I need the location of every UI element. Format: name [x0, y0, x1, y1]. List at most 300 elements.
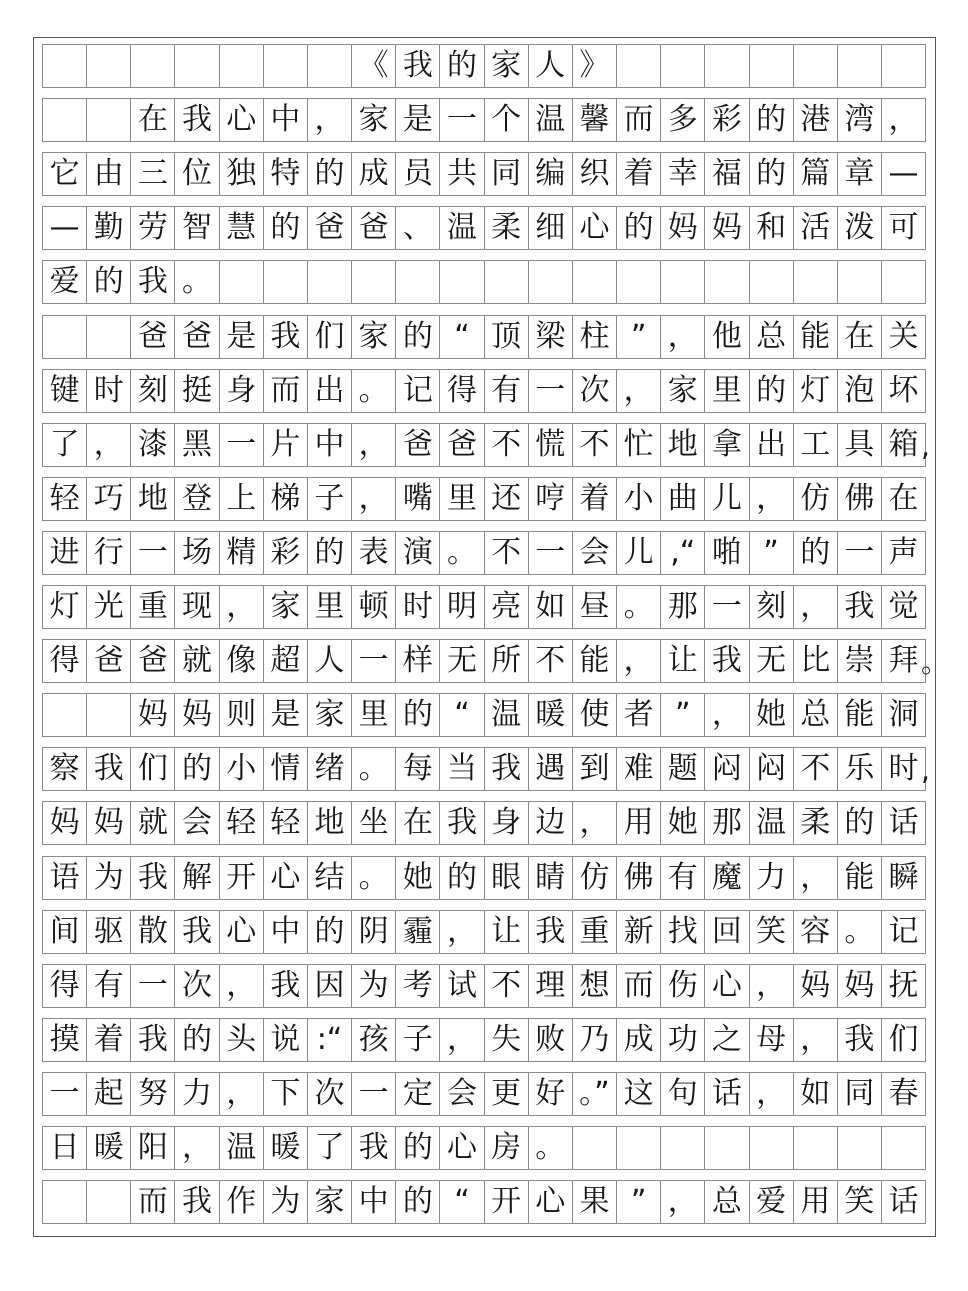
- grid-cell: [750, 1127, 794, 1169]
- grid-cell: 则: [220, 694, 264, 736]
- grid-cell: 刻: [131, 370, 175, 412]
- grid-cell: [705, 1127, 749, 1169]
- grid-cell: 演: [396, 532, 440, 574]
- grid-cell: ，: [794, 1019, 838, 1061]
- grid-cell: 所: [485, 640, 529, 682]
- grid-cell: 我: [440, 802, 484, 844]
- grid-cell: 键: [43, 370, 87, 412]
- grid-cell: 爸: [352, 207, 396, 249]
- grid-cell: 爱: [750, 1181, 794, 1223]
- grid-cell: 次: [573, 370, 617, 412]
- grid-cell: 。: [617, 586, 661, 628]
- grid-cell: [43, 99, 87, 141]
- grid-cell: 。: [352, 857, 396, 899]
- grid-cell: 结: [308, 857, 352, 899]
- grid-cell: 轻: [220, 802, 264, 844]
- grid-cell: 心: [705, 965, 749, 1007]
- grid-cell: 好: [529, 1073, 573, 1115]
- grid-cell: 用: [794, 1181, 838, 1223]
- grid-cell: 出: [750, 424, 794, 466]
- grid-cell: 我: [705, 640, 749, 682]
- grid-cell: 边: [529, 802, 573, 844]
- grid-cell: 细: [529, 207, 573, 249]
- grid-cell: 一: [838, 532, 882, 574]
- grid-cell: [87, 99, 131, 141]
- grid-cell: 妈: [661, 207, 705, 249]
- grid-cell: 日: [43, 1127, 87, 1169]
- grid-cell: 功: [661, 1019, 705, 1061]
- grid-cell: 。: [352, 370, 396, 412]
- grid-cell: 遇: [529, 748, 573, 790]
- grid-cell: 地: [661, 424, 705, 466]
- grid-cell: 勤: [87, 207, 131, 249]
- grid-cell: 瞬: [882, 857, 926, 899]
- grid-cell: 魔: [705, 857, 749, 899]
- grid-cell: 能: [838, 694, 882, 736]
- grid-cell: 巧: [87, 478, 131, 520]
- grid-cell: 得: [43, 640, 87, 682]
- text-row: [42, 747, 926, 791]
- grid-cell: 黑: [175, 424, 219, 466]
- grid-cell: 重: [573, 911, 617, 953]
- grid-cell: 家: [352, 316, 396, 358]
- grid-cell: 力: [175, 1073, 219, 1115]
- grid-cell: ，: [440, 1019, 484, 1061]
- grid-cell: 爸: [440, 424, 484, 466]
- grid-cell: 我: [396, 45, 440, 87]
- grid-cell: 的: [396, 694, 440, 736]
- grid-cell: ”: [750, 532, 794, 574]
- grid-cell: [838, 261, 882, 303]
- grid-cell: [87, 45, 131, 87]
- grid-cell: ，: [750, 478, 794, 520]
- text-row: [42, 369, 926, 413]
- grid-cell: 下: [264, 1073, 308, 1115]
- grid-cell: ，: [750, 965, 794, 1007]
- title-row: [42, 44, 926, 88]
- grid-cell: 编: [529, 153, 573, 195]
- grid-cell: 的: [750, 99, 794, 141]
- grid-cell: 就: [175, 640, 219, 682]
- grid-cell: 一: [529, 532, 573, 574]
- grid-cell: 母: [750, 1019, 794, 1061]
- grid-cell: 妈: [87, 802, 131, 844]
- grid-cell: 那: [661, 586, 705, 628]
- text-row: [42, 1126, 926, 1170]
- grid-cell: 家: [308, 694, 352, 736]
- grid-cell: 不: [573, 424, 617, 466]
- grid-cell: ”: [661, 694, 705, 736]
- grid-cell: 。: [352, 748, 396, 790]
- grid-cell: 让: [485, 911, 529, 953]
- grid-cell: 乐: [838, 748, 882, 790]
- grid-cell: 彩: [705, 99, 749, 141]
- grid-cell: [87, 694, 131, 736]
- text-row: [42, 152, 926, 196]
- grid-cell: 开: [485, 1181, 529, 1223]
- grid-cell: 在: [131, 99, 175, 141]
- grid-cell: 漆: [131, 424, 175, 466]
- grid-cell: 着: [573, 478, 617, 520]
- grid-cell: 片: [264, 424, 308, 466]
- grid-cell: [308, 261, 352, 303]
- grid-cell: 妈: [705, 207, 749, 249]
- text-row: [42, 1018, 926, 1062]
- grid-cell: 我: [838, 586, 882, 628]
- grid-cell: 坐: [352, 802, 396, 844]
- grid-cell: 考: [396, 965, 440, 1007]
- grid-cell: 崇: [838, 640, 882, 682]
- grid-cell: ，: [352, 478, 396, 520]
- grid-cell: 》: [573, 45, 617, 87]
- grid-cell: 话: [882, 1181, 926, 1223]
- grid-cell: 温: [750, 802, 794, 844]
- grid-cell: 轻: [264, 802, 308, 844]
- text-row: [42, 585, 926, 629]
- grid-cell: 因: [308, 965, 352, 1007]
- grid-cell: 泼: [838, 207, 882, 249]
- grid-cell: 会: [573, 532, 617, 574]
- grid-cell: 独: [220, 153, 264, 195]
- grid-cell: 儿: [705, 478, 749, 520]
- grid-cell: ，: [705, 694, 749, 736]
- grid-cell: 一: [43, 1073, 87, 1115]
- grid-cell: 暖: [529, 694, 573, 736]
- grid-cell: 小: [220, 748, 264, 790]
- grid-cell: 在: [838, 316, 882, 358]
- grid-cell: [264, 45, 308, 87]
- grid-cell: 关: [882, 316, 926, 358]
- grid-cell: ，: [661, 1181, 705, 1223]
- grid-cell: 想: [573, 965, 617, 1007]
- grid-cell: 驱: [87, 911, 131, 953]
- grid-cell: 爸: [175, 316, 219, 358]
- text-row: [42, 639, 926, 683]
- grid-cell: ，: [352, 424, 396, 466]
- grid-cell: [220, 45, 264, 87]
- text-row: [42, 477, 926, 521]
- grid-cell: 新: [617, 911, 661, 953]
- text-row: [42, 693, 926, 737]
- grid-cell: 我: [131, 1019, 175, 1061]
- grid-cell: [705, 45, 749, 87]
- grid-cell: 智: [175, 207, 219, 249]
- grid-cell: 觉: [882, 586, 926, 628]
- grid-cell: [750, 45, 794, 87]
- grid-cell: 彩: [264, 532, 308, 574]
- grid-cell: 们: [308, 316, 352, 358]
- grid-cell: 顿: [352, 586, 396, 628]
- grid-cell: 光: [87, 586, 131, 628]
- grid-cell: 败: [529, 1019, 573, 1061]
- grid-cell: 的: [794, 532, 838, 574]
- grid-cell: 、: [396, 207, 440, 249]
- grid-cell: 身: [485, 802, 529, 844]
- grid-cell: 为: [264, 1181, 308, 1223]
- grid-cell: 仿: [573, 857, 617, 899]
- grid-cell: 声: [882, 532, 926, 574]
- grid-cell: 一: [131, 532, 175, 574]
- grid-cell: 不: [794, 748, 838, 790]
- grid-cell: 身: [220, 370, 264, 412]
- grid-cell: 题: [661, 748, 705, 790]
- grid-cell: 上: [220, 478, 264, 520]
- grid-cell: 样: [396, 640, 440, 682]
- grid-cell: 我: [87, 748, 131, 790]
- grid-cell: 明: [440, 586, 484, 628]
- grid-cell: 春: [882, 1073, 926, 1115]
- grid-cell: [352, 261, 396, 303]
- grid-cell: 总: [750, 316, 794, 358]
- grid-cell: 像: [220, 640, 264, 682]
- grid-cell: 次: [308, 1073, 352, 1115]
- grid-cell: 房: [485, 1127, 529, 1169]
- grid-cell: [87, 316, 131, 358]
- grid-cell: 我: [838, 1019, 882, 1061]
- grid-cell: 定: [396, 1073, 440, 1115]
- grid-cell: 登: [175, 478, 219, 520]
- grid-cell: “: [440, 316, 484, 358]
- text-row: [42, 315, 926, 359]
- grid-cell: [882, 1127, 926, 1169]
- grid-cell: 梯: [264, 478, 308, 520]
- text-row: [42, 1072, 926, 1116]
- grid-cell: 每: [396, 748, 440, 790]
- grid-cell: 箱: [882, 424, 926, 466]
- grid-cell: 她: [396, 857, 440, 899]
- text-row: [42, 206, 926, 250]
- grid-cell: 我: [175, 1181, 219, 1223]
- grid-cell: 了: [308, 1127, 352, 1169]
- grid-cell: 小: [617, 478, 661, 520]
- grid-cell: 这: [617, 1073, 661, 1115]
- grid-cell: 超: [264, 640, 308, 682]
- grid-cell: 昼: [573, 586, 617, 628]
- grid-cell: 记: [396, 370, 440, 412]
- grid-cell: 开: [220, 857, 264, 899]
- grid-cell: 散: [131, 911, 175, 953]
- grid-cell: 为: [87, 857, 131, 899]
- grid-cell: 温: [485, 694, 529, 736]
- grid-cell: 眼: [485, 857, 529, 899]
- grid-cell: 成: [617, 1019, 661, 1061]
- grid-cell: [661, 45, 705, 87]
- grid-cell: 闷: [705, 748, 749, 790]
- grid-cell: 洞: [882, 694, 926, 736]
- grid-cell: 慧: [220, 207, 264, 249]
- grid-cell: 的: [617, 207, 661, 249]
- grid-cell: 不: [529, 640, 573, 682]
- grid-cell: 一: [705, 586, 749, 628]
- grid-cell: 我: [131, 857, 175, 899]
- grid-cell: 还: [485, 478, 529, 520]
- grid-cell: 《: [352, 45, 396, 87]
- grid-cell: 一: [220, 424, 264, 466]
- grid-cell: 总: [794, 694, 838, 736]
- grid-cell: [220, 261, 264, 303]
- margin-punctuation: 。: [921, 646, 950, 680]
- grid-cell: 的: [396, 316, 440, 358]
- grid-cell: 的: [264, 207, 308, 249]
- grid-cell: “: [440, 694, 484, 736]
- grid-cell: 哼: [529, 478, 573, 520]
- grid-cell: 情: [264, 748, 308, 790]
- grid-cell: 的: [838, 802, 882, 844]
- text-row: [42, 1180, 926, 1224]
- grid-cell: 一: [352, 1073, 396, 1115]
- grid-cell: ，: [573, 802, 617, 844]
- grid-cell: 爸: [131, 316, 175, 358]
- grid-cell: 会: [175, 802, 219, 844]
- grid-cell: 我: [175, 99, 219, 141]
- grid-cell: 记: [882, 911, 926, 953]
- grid-cell: 作: [220, 1181, 264, 1223]
- grid-cell: 抚: [882, 965, 926, 1007]
- grid-cell: 无: [750, 640, 794, 682]
- grid-cell: 柔: [794, 802, 838, 844]
- grid-cell: 有: [485, 370, 529, 412]
- grid-cell: [43, 45, 87, 87]
- grid-cell: 失: [485, 1019, 529, 1061]
- grid-cell: 。: [838, 911, 882, 953]
- grid-cell: 出: [308, 370, 352, 412]
- grid-cell: 笑: [838, 1181, 882, 1223]
- text-row: [42, 260, 926, 304]
- grid-cell: [529, 261, 573, 303]
- grid-cell: 。”: [573, 1073, 617, 1115]
- grid-cell: 句: [661, 1073, 705, 1115]
- grid-cell: 工: [794, 424, 838, 466]
- grid-cell: 湾: [838, 99, 882, 141]
- grid-cell: 一: [131, 965, 175, 1007]
- grid-cell: 灯: [794, 370, 838, 412]
- grid-cell: 者: [617, 694, 661, 736]
- grid-cell: 轻: [43, 478, 87, 520]
- grid-cell: [43, 316, 87, 358]
- grid-cell: 们: [882, 1019, 926, 1061]
- grid-cell: 场: [175, 532, 219, 574]
- grid-cell: 慌: [529, 424, 573, 466]
- grid-cell: 嘴: [396, 478, 440, 520]
- grid-cell: 人: [308, 640, 352, 682]
- grid-cell: 。: [175, 261, 219, 303]
- grid-cell: 有: [87, 965, 131, 1007]
- grid-cell: 理: [529, 965, 573, 1007]
- grid-cell: 让: [661, 640, 705, 682]
- grid-cell: 间: [43, 911, 87, 953]
- grid-cell: 我: [352, 1127, 396, 1169]
- grid-cell: 心: [440, 1127, 484, 1169]
- grid-cell: 在: [882, 478, 926, 520]
- grid-cell: 重: [131, 586, 175, 628]
- grid-cell: 阳: [131, 1127, 175, 1169]
- grid-cell: 是: [264, 694, 308, 736]
- grid-cell: 进: [43, 532, 87, 574]
- grid-cell: ，: [750, 1073, 794, 1115]
- grid-cell: 了: [43, 424, 87, 466]
- grid-cell: 爸: [131, 640, 175, 682]
- grid-cell: 话: [705, 1073, 749, 1115]
- grid-cell: 精: [220, 532, 264, 574]
- grid-cell: 爸: [87, 640, 131, 682]
- grid-cell: 篇: [794, 153, 838, 195]
- grid-cell: 果: [573, 1181, 617, 1223]
- grid-cell: [573, 1127, 617, 1169]
- grid-cell: 爱: [43, 261, 87, 303]
- grid-cell: 中: [264, 99, 308, 141]
- grid-cell: ”: [617, 316, 661, 358]
- grid-cell: —: [882, 153, 926, 195]
- grid-cell: ，: [175, 1127, 219, 1169]
- grid-cell: 能: [573, 640, 617, 682]
- grid-cell: 的: [396, 1127, 440, 1169]
- grid-cell: 家: [264, 586, 308, 628]
- grid-cell: 的: [308, 911, 352, 953]
- grid-cell: 同: [838, 1073, 882, 1115]
- grid-cell: 亮: [485, 586, 529, 628]
- grid-cell: 的: [750, 370, 794, 412]
- grid-cell: 的: [396, 1181, 440, 1223]
- grid-cell: 仿: [794, 478, 838, 520]
- grid-cell: 我: [175, 911, 219, 953]
- grid-cell: 一: [440, 99, 484, 141]
- grid-cell: 佛: [838, 478, 882, 520]
- grid-cell: 爸: [396, 424, 440, 466]
- grid-cell: 员: [396, 153, 440, 195]
- grid-cell: 话: [882, 802, 926, 844]
- grid-cell: [87, 1181, 131, 1223]
- grid-cell: 一: [352, 640, 396, 682]
- grid-cell: —: [43, 207, 87, 249]
- grid-cell: [882, 45, 926, 87]
- grid-cell: 我: [264, 316, 308, 358]
- grid-cell: 拿: [705, 424, 749, 466]
- grid-cell: 家: [352, 99, 396, 141]
- grid-cell: 着: [617, 153, 661, 195]
- grid-cell: 成: [352, 153, 396, 195]
- grid-cell: [440, 261, 484, 303]
- grid-cell: 不: [485, 532, 529, 574]
- grid-cell: 如: [529, 586, 573, 628]
- grid-cell: 乃: [573, 1019, 617, 1061]
- grid-cell: 他: [705, 316, 749, 358]
- grid-cell: 馨: [573, 99, 617, 141]
- grid-cell: 同: [485, 153, 529, 195]
- grid-cell: [794, 1127, 838, 1169]
- grid-cell: 妈: [43, 802, 87, 844]
- grid-cell: [43, 1181, 87, 1223]
- grid-cell: 心: [573, 207, 617, 249]
- grid-cell: 佛: [617, 857, 661, 899]
- grid-cell: 难: [617, 748, 661, 790]
- grid-cell: 行: [87, 532, 131, 574]
- grid-cell: 绪: [308, 748, 352, 790]
- grid-cell: 幸: [661, 153, 705, 195]
- grid-cell: 顶: [485, 316, 529, 358]
- grid-cell: 当: [440, 748, 484, 790]
- grid-cell: [485, 261, 529, 303]
- grid-cell: 无: [440, 640, 484, 682]
- grid-cell: [573, 261, 617, 303]
- grid-cell: 次: [175, 965, 219, 1007]
- grid-cell: [396, 261, 440, 303]
- text-row: [42, 531, 926, 575]
- grid-cell: ，: [661, 316, 705, 358]
- grid-cell: 暖: [87, 1127, 131, 1169]
- grid-cell: 有: [661, 857, 705, 899]
- grid-cell: 拜: [882, 640, 926, 682]
- grid-cell: [617, 261, 661, 303]
